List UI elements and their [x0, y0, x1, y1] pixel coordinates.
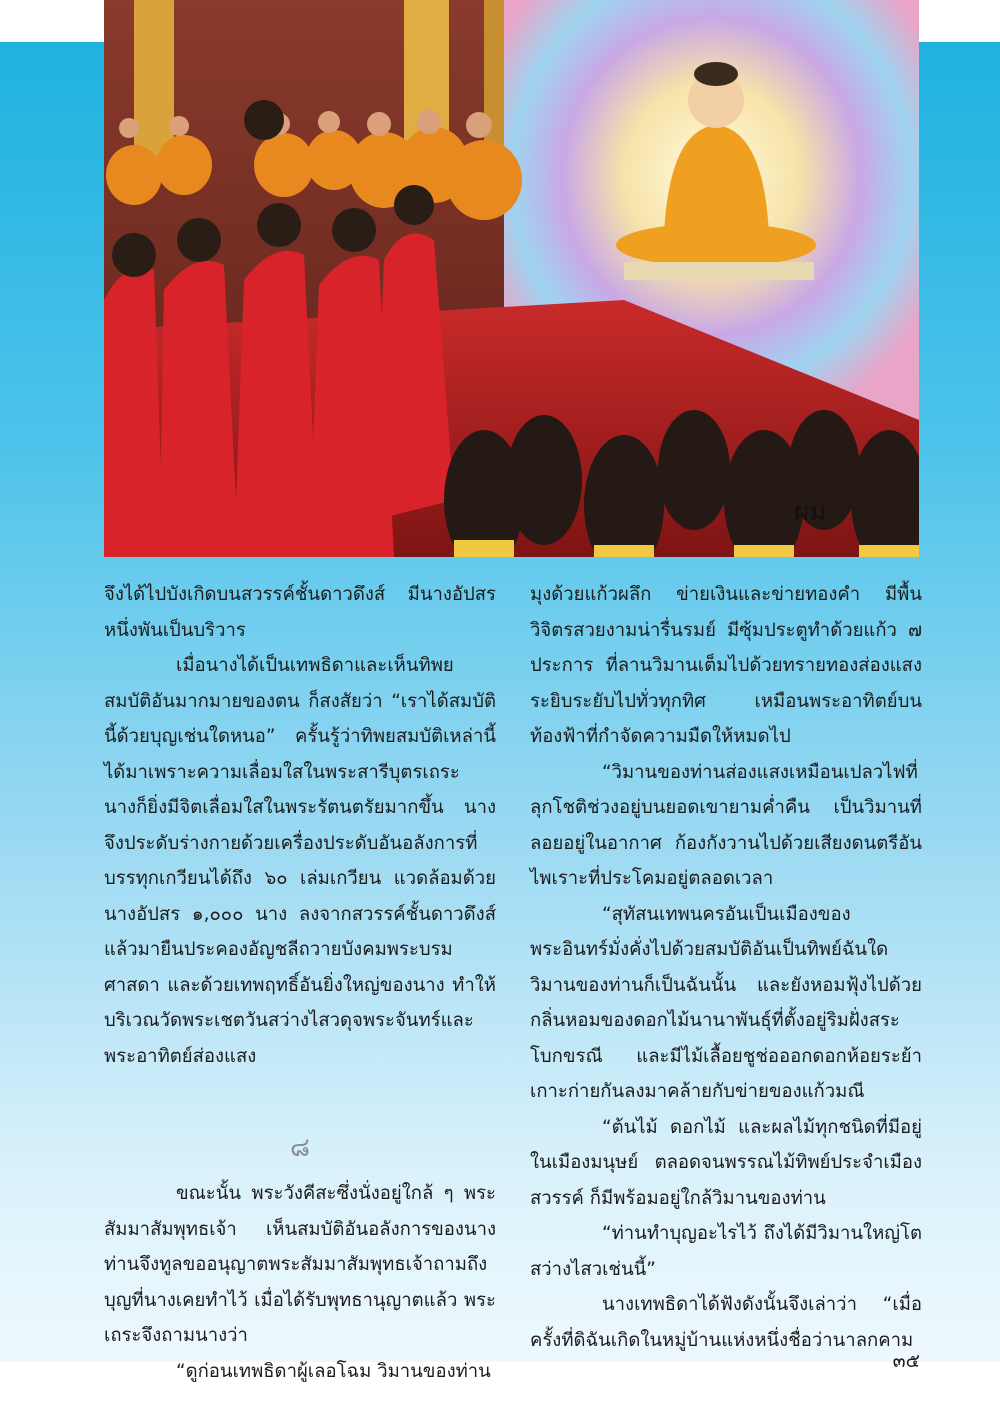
artist-signature: ผม	[794, 497, 827, 527]
paragraph: “ดูก่อนเทพธิดาผู้เลอโฉม วิมานของท่าน	[176, 1360, 491, 1382]
left-text-column	[104, 577, 496, 1389]
paragraph: ขณะนั้น พระวังคีสะซึ่งนั่งอยู่ใกล้ ๆ พระสัมมาสัมพุทธเจ้า เห็นสมบัติอันอลังการของนาง ท่านจึงทูลขออนุญาตพระสัมมาสัมพุทธเจ้าถามถึงบุญที่นางเคยทำไว้ เมื่อได้รับพุทธานุญาตแล้ว พระเถระจึงถามนางว่า	[104, 1183, 496, 1346]
section-number: ๘	[289, 1133, 311, 1163]
right-text-column	[530, 577, 922, 1358]
paragraph: “ท่านทำบุญอะไรไว้ ถึงได้มีวิมานใหญ่โตสว่างไสวเช่นนี้”	[530, 1223, 922, 1280]
buddha-assembly-illustration	[104, 0, 919, 557]
paragraph: จึงได้ไปบังเกิดบนสวรรค์ชั้นดาวดึงส์ มีนางอัปสรหนึ่งพันเป็นบริวาร	[104, 584, 496, 641]
page-number: ๓๕	[892, 1350, 920, 1372]
paragraph: เมื่อนางได้เป็นเทพธิดาและเห็นทิพยสมบัติอันมากมายของตน ก็สงสัยว่า “เราได้สมบัตินี้ด้วยบุญเช่นใดหนอ” ครั้นรู้ว่าทิพยสมบัติเหล่านี้ได้มาเพราะความเลื่อมใสในพระสารีบุตรเถระ นางก็ยิ่งมีจิตเลื่อมใสในพระรัตนตรัยมากขึ้น นางจึงประดับร่างกายด้วยเครื่องประดับอันอลังการที่บรรทุกเกวียนได้ถึง ๖๐ เล่มเกวียน แวดล้อมด้วยนางอัปสร ๑,๐๐๐ นาง ลงจากสวรรค์ชั้นดาวดึงส์ แล้วมายืนประคองอัญชลีถวายบังคมพระบรมศาสดา และด้วยเทพฤทธิ์อันยิ่งใหญ่ของนาง ทำให้บริเวณวัดพระเชตวันสว่างไสวดุจพระจันทร์และพระอาทิตย์ส่องแสง	[104, 655, 496, 1067]
paragraph: “สุทัสนเทพนครอันเป็นเมืองของพระอินทร์มั่งคั่งไปด้วยสมบัติอันเป็นทิพย์ฉันใด วิมานของท่านก็เป็นฉันนั้น และยังหอมฟุ้งไปด้วยกลิ่นหอมของดอกไม้นานาพันธุ์ที่ตั้งอยู่ริมฝั่งสระโบกขรณี และมีไม้เลื้อยชูช่อออกดอกห้อยระย้าเกาะก่ายกันลงมาคล้ายกับข่ายของแก้วมณี	[530, 903, 922, 1102]
paragraph: “วิมานของท่านส่องแสงเหมือนเปลวไฟที่ลุกโชติช่วงอยู่บนยอดเขายามค่ำคืน เป็นวิมานที่ลอยอยู่ในอากาศ ก้องกังวานไปด้วยเสียงดนตรีอันไพเราะที่ประโคมอยู่ตลอดเวลา	[530, 761, 922, 889]
paragraph: นางเทพธิดาได้ฟังดังนั้นจึงเล่าว่า “เมื่อครั้งที่ดิฉันเกิดในหมู่บ้านแห่งหนึ่งชื่อว่านาลกคาม	[530, 1294, 922, 1351]
paragraph: “ต้นไม้ ดอกไม้ และผลไม้ทุกชนิดที่มีอยู่ในเมืองมนุษย์ ตลอดจนพรรณไม้ทิพย์ประจำเมืองสวรรค์ ก็มีพร้อมอยู่ใกล้วิมานของท่าน	[530, 1116, 922, 1209]
paragraph: มุงด้วยแก้วผลึก ข่ายเงินและข่ายทองคำ มีพื้นวิจิตรสวยงามน่ารื่นรมย์ มีซุ้มประตูทำด้วยแก้ว ๗ ประการ ที่ลานวิมานเต็มไปด้วยทรายทองส่องแสงระยิบระยับไปทั่วทุกทิศ เหมือนพระอาทิตย์บนท้องฟ้าที่กำจัดความมืดให้หมดไป	[530, 584, 922, 747]
